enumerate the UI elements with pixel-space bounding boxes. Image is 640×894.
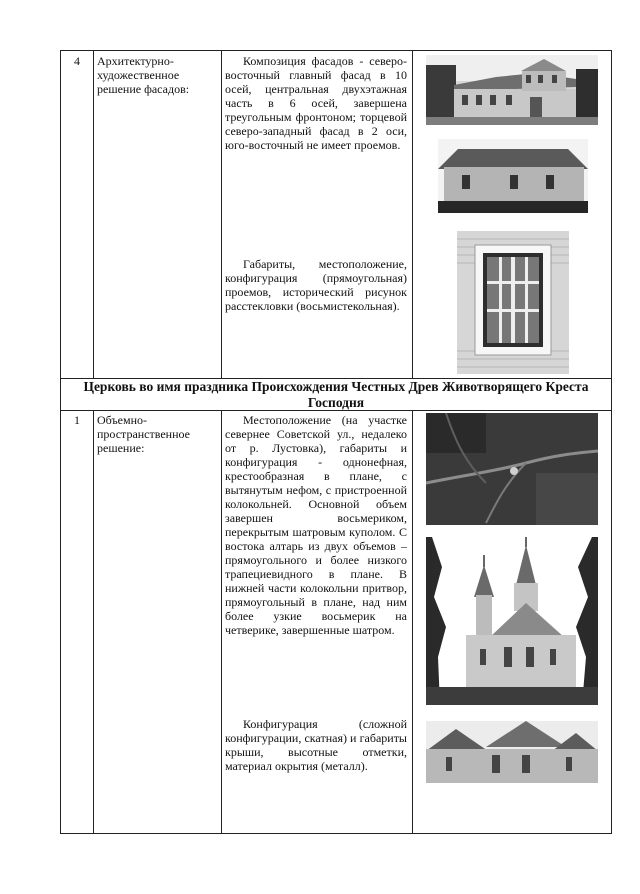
row-description: Местоположение (на участке севернее Советской ул., недалеко от р. Лустовка), габариты и конфигурация - однонефная, крестообразная в плане, с вытянутым нефом, с пристроенной колокольней. Основной объем завершен восьмериком, перекрытым шатровым куполом. С востока алтарь из двух объемов – прямоугольного и более низкого трапециевидного в плане. В нижней части колокольни притвор, прямоугольный в плане, над ним более узкие восьмерик на четверике, завершенные шатром. [225,413,407,637]
aerial-map-photo [426,413,598,525]
heritage-table [60,50,612,834]
row-label: Объемно-пространственное решение: [97,413,190,455]
window-detail-photo [457,231,569,374]
building-side-facade-photo [438,139,588,213]
church-exterior-photo [426,537,598,705]
church-roof-photo [426,721,598,783]
row-description-roof: Конфигурация (сложной конфигурации, скатная) и габариты крыши, высотные отметки, материал окрытия (металл). [225,717,407,773]
building-main-facade-photo [426,55,598,125]
row-description-dimensions: Габариты, местоположение, конфигурация (прямоугольная) проемов, исторический рисунок расстекловки (восьмистекольная). [225,257,407,313]
row-description: Композиция фасадов - северо-восточный главный фасад в 10 осей, центральная двухэтажная часть в 6 осей, завершена треугольным фронтоном; торцевой северо-западный фасад в 2 оси, юго-восточный не имеет проемов. [225,54,407,152]
column-divider [412,410,413,834]
column-divider [221,410,222,834]
column-divider [93,410,94,834]
row-label: Архитектурно-художественное решение фасадов: [97,54,190,96]
column-divider [412,51,413,378]
row-number: 1 [74,413,80,427]
column-divider [221,51,222,378]
section-heading: Церковь во имя праздника Происхождения Честных Древ Животворящего Креста Господня [83,379,589,410]
column-divider [93,51,94,378]
row-number: 4 [74,54,80,68]
